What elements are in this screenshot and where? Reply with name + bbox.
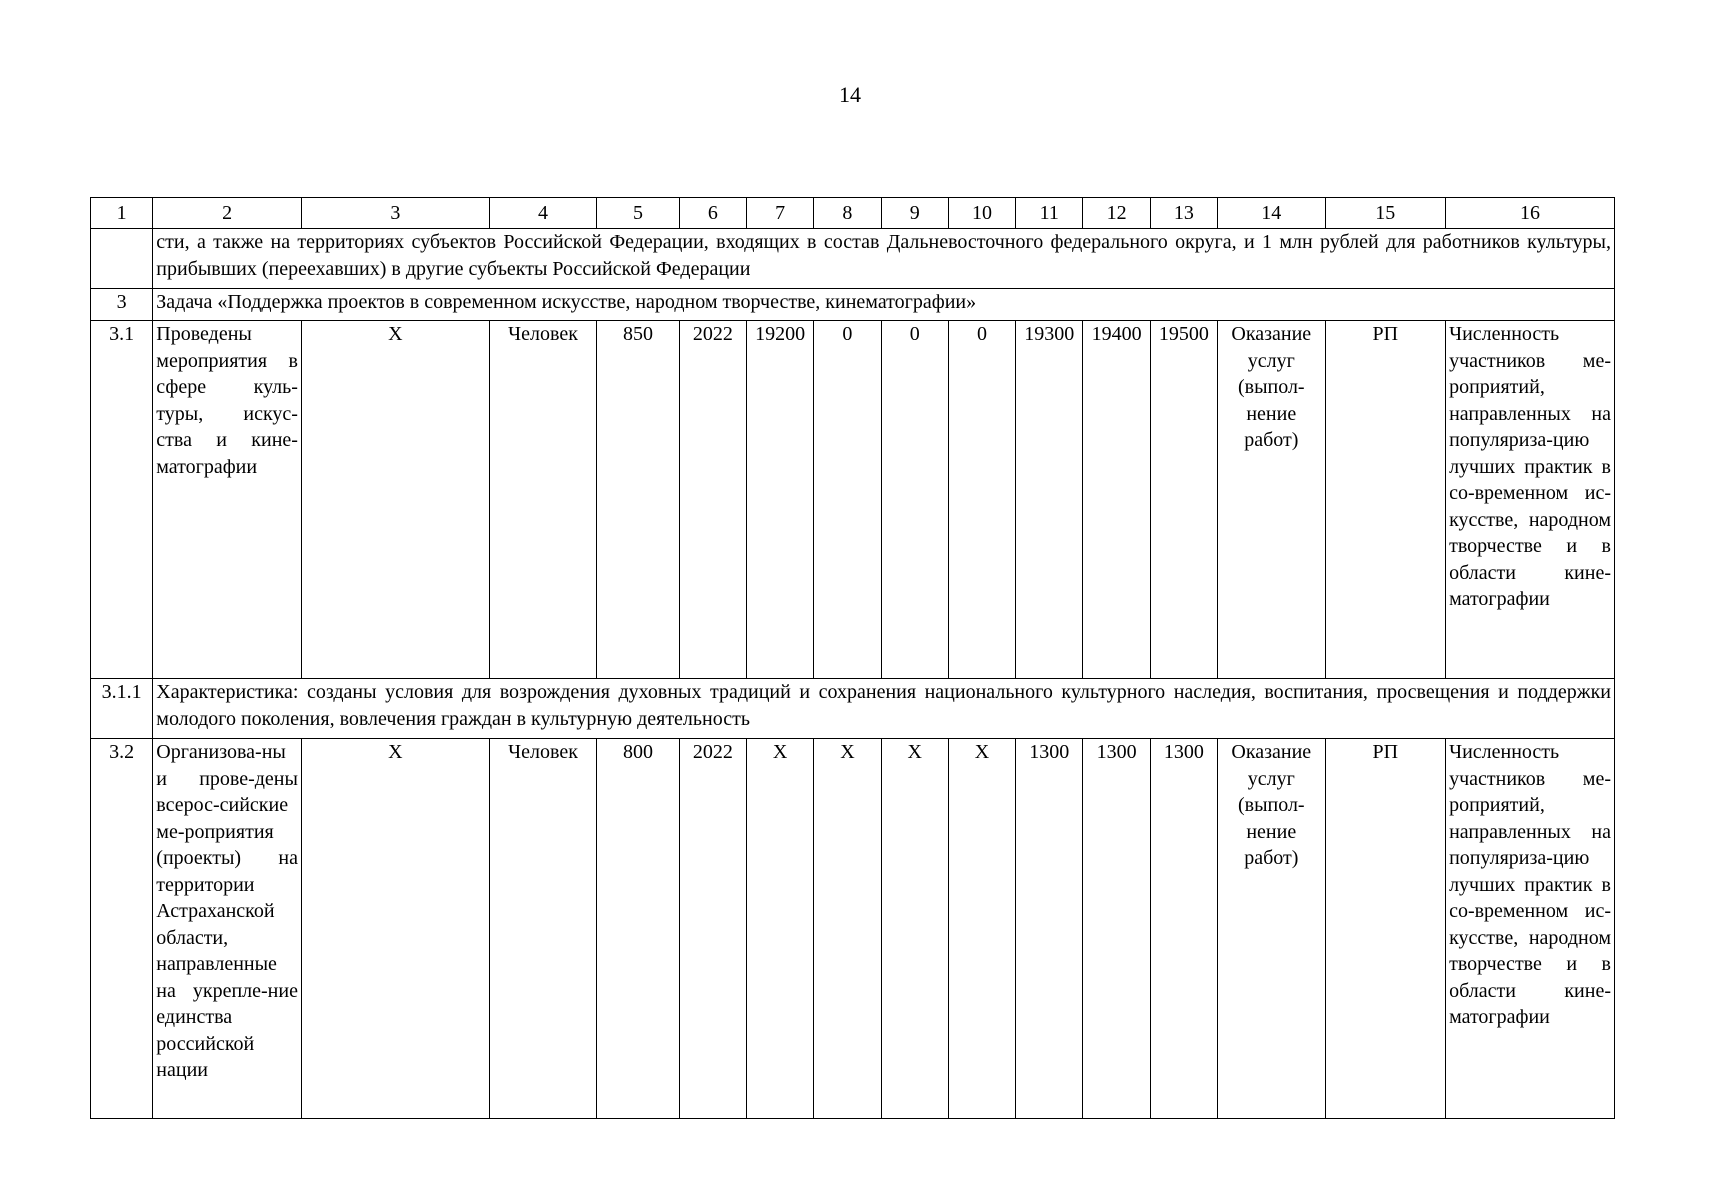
column-number: 16 (1446, 198, 1615, 229)
indicator-row-3-1 (91, 321, 1615, 679)
col13-value: 19500 (1150, 321, 1217, 679)
column-number: 14 (1218, 198, 1325, 229)
col12-value: 1300 (1083, 739, 1150, 1119)
col15-value: РП (1325, 739, 1446, 1119)
col14-value: Оказание услуг (выпол-нение работ) (1218, 321, 1325, 679)
col11-value: 1300 (1016, 739, 1083, 1119)
unit-value: Человек (489, 739, 596, 1119)
col3-value: Х (301, 739, 489, 1119)
indicator-name: Проведены мероприятия в сфере куль-туры, искус-ства и кине-матографии (153, 321, 302, 679)
column-number: 13 (1150, 198, 1217, 229)
page-number: 14 (839, 82, 861, 107)
col9-value: 0 (881, 321, 948, 679)
characteristic-number: 3.1.1 (91, 679, 153, 739)
column-number: 6 (679, 198, 746, 229)
col13-value: 1300 (1150, 739, 1217, 1119)
indicators-table (90, 197, 1615, 1119)
col16-value: Численность участников ме-роприятий, направленных на популяриза-цию лучших практик в со-временном ис-кусстве, народном творчестве и в области кине-матографии (1446, 739, 1615, 1119)
col11-value: 19300 (1016, 321, 1083, 679)
column-number: 4 (489, 198, 596, 229)
continuation-row (91, 229, 1615, 289)
task-row (91, 289, 1615, 321)
indicator-row-3-2 (91, 739, 1615, 1119)
col12-value: 19400 (1083, 321, 1150, 679)
row-number: 3.2 (91, 739, 153, 1119)
col6-value: 2022 (679, 321, 746, 679)
col14-value: Оказание услуг (выпол-нение работ) (1218, 739, 1325, 1119)
col6-value: 2022 (679, 739, 746, 1119)
column-number: 11 (1016, 198, 1083, 229)
column-number: 8 (814, 198, 881, 229)
continuation-text: сти, а также на территориях субъектов Российской Федерации, входящих в состав Дальневосточного федерального округа, и 1 млн рублей для работников культуры, прибывших (переехавших) в другие субъекты Российской Федерации (153, 229, 1615, 289)
column-number: 3 (301, 198, 489, 229)
col15-value: РП (1325, 321, 1446, 679)
column-number: 1 (91, 198, 153, 229)
row-number: 3.1 (91, 321, 153, 679)
column-number-row (91, 198, 1615, 229)
column-number: 2 (153, 198, 302, 229)
column-number: 15 (1325, 198, 1446, 229)
col8-value: Х (814, 739, 881, 1119)
col7-value: 19200 (746, 321, 813, 679)
task-text: Задача «Поддержка проектов в современном искусстве, народном творчестве, кинематографии» (153, 289, 1615, 321)
continuation-num-cell (91, 229, 153, 289)
unit-value: Человек (489, 321, 596, 679)
indicator-name: Организова-ны и прове-дены всерос-сийские ме-роприятия (проекты) на территории Астраханской области, направленные на укрепле-ние единства российской нации (153, 739, 302, 1119)
characteristic-text: Характеристика: созданы условия для возрождения духовных традиций и сохранения национального культурного наследия, воспитания, просвещения и поддержки молодого поколения, вовлечения граждан в культурную деятельность (153, 679, 1615, 739)
col9-value: Х (881, 739, 948, 1119)
col7-value: Х (746, 739, 813, 1119)
col10-value: Х (948, 739, 1015, 1119)
col3-value: Х (301, 321, 489, 679)
column-number: 9 (881, 198, 948, 229)
col10-value: 0 (948, 321, 1015, 679)
column-number: 12 (1083, 198, 1150, 229)
task-number: 3 (91, 289, 153, 321)
column-number: 10 (948, 198, 1015, 229)
col16-value: Численность участников ме-роприятий, направленных на популяриза-цию лучших практик в со-временном ис-кусстве, народном творчестве и в области кине-матографии (1446, 321, 1615, 679)
characteristic-row (91, 679, 1615, 739)
column-number: 7 (746, 198, 813, 229)
col5-value: 850 (597, 321, 679, 679)
column-number: 5 (597, 198, 679, 229)
col8-value: 0 (814, 321, 881, 679)
col5-value: 800 (597, 739, 679, 1119)
